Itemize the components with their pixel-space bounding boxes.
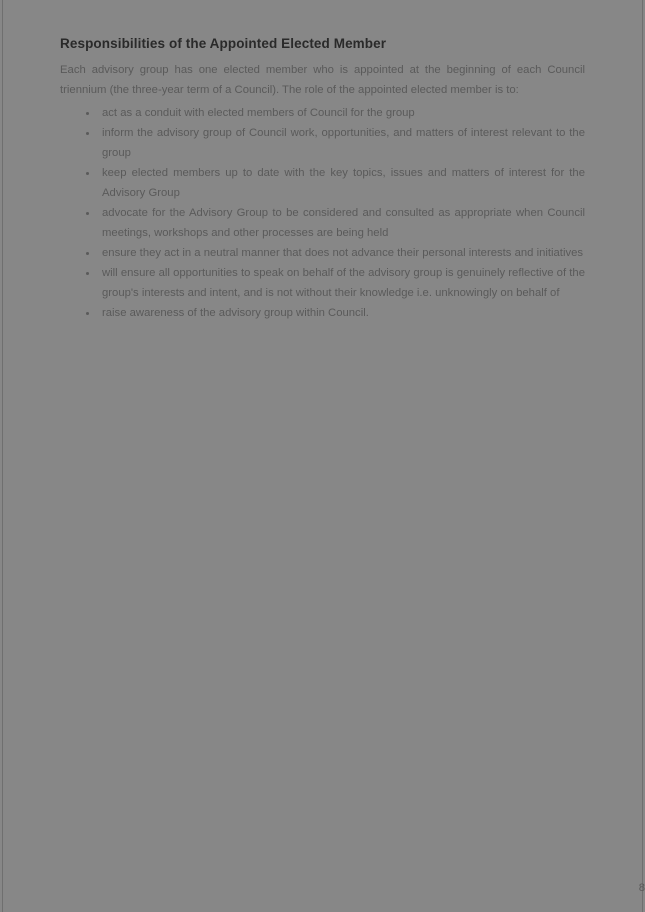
- page-edge-right: [642, 0, 643, 912]
- list-item: will ensure all opportunities to speak on behalf of the advisory group is genuinely reflective of the group's interests and intent, and is not without their knowledge i.e. unknowingly on behalf of: [60, 264, 585, 303]
- page-edge-left: [2, 0, 3, 912]
- page-content: [60, 36, 645, 894]
- intro-paragraph: Each advisory group has one elected member who is appointed at the beginning of each Council triennium (the three-year term of a Council). The role of the appointed elected member is to:: [60, 64, 585, 96]
- list-item: ensure they act in a neutral manner that does not advance their personal interests and initiatives: [60, 244, 585, 263]
- page-number: 8: [638, 882, 645, 894]
- responsibilities-list: [60, 104, 585, 324]
- list-item: advocate for the Advisory Group to be considered and consulted as appropriate when Council meetings, workshops and other processes are being held: [60, 204, 585, 243]
- page-title: Responsibilities of the Appointed Elected Member: [60, 36, 387, 51]
- list-item: inform the advisory group of Council work, opportunities, and matters of interest relevant to the group: [60, 124, 585, 163]
- list-item: act as a conduit with elected members of Council for the group: [60, 104, 585, 123]
- list-item: keep elected members up to date with the key topics, issues and matters of interest for the Advisory Group: [60, 164, 585, 203]
- list-item: raise awareness of the advisory group within Council.: [60, 304, 585, 323]
